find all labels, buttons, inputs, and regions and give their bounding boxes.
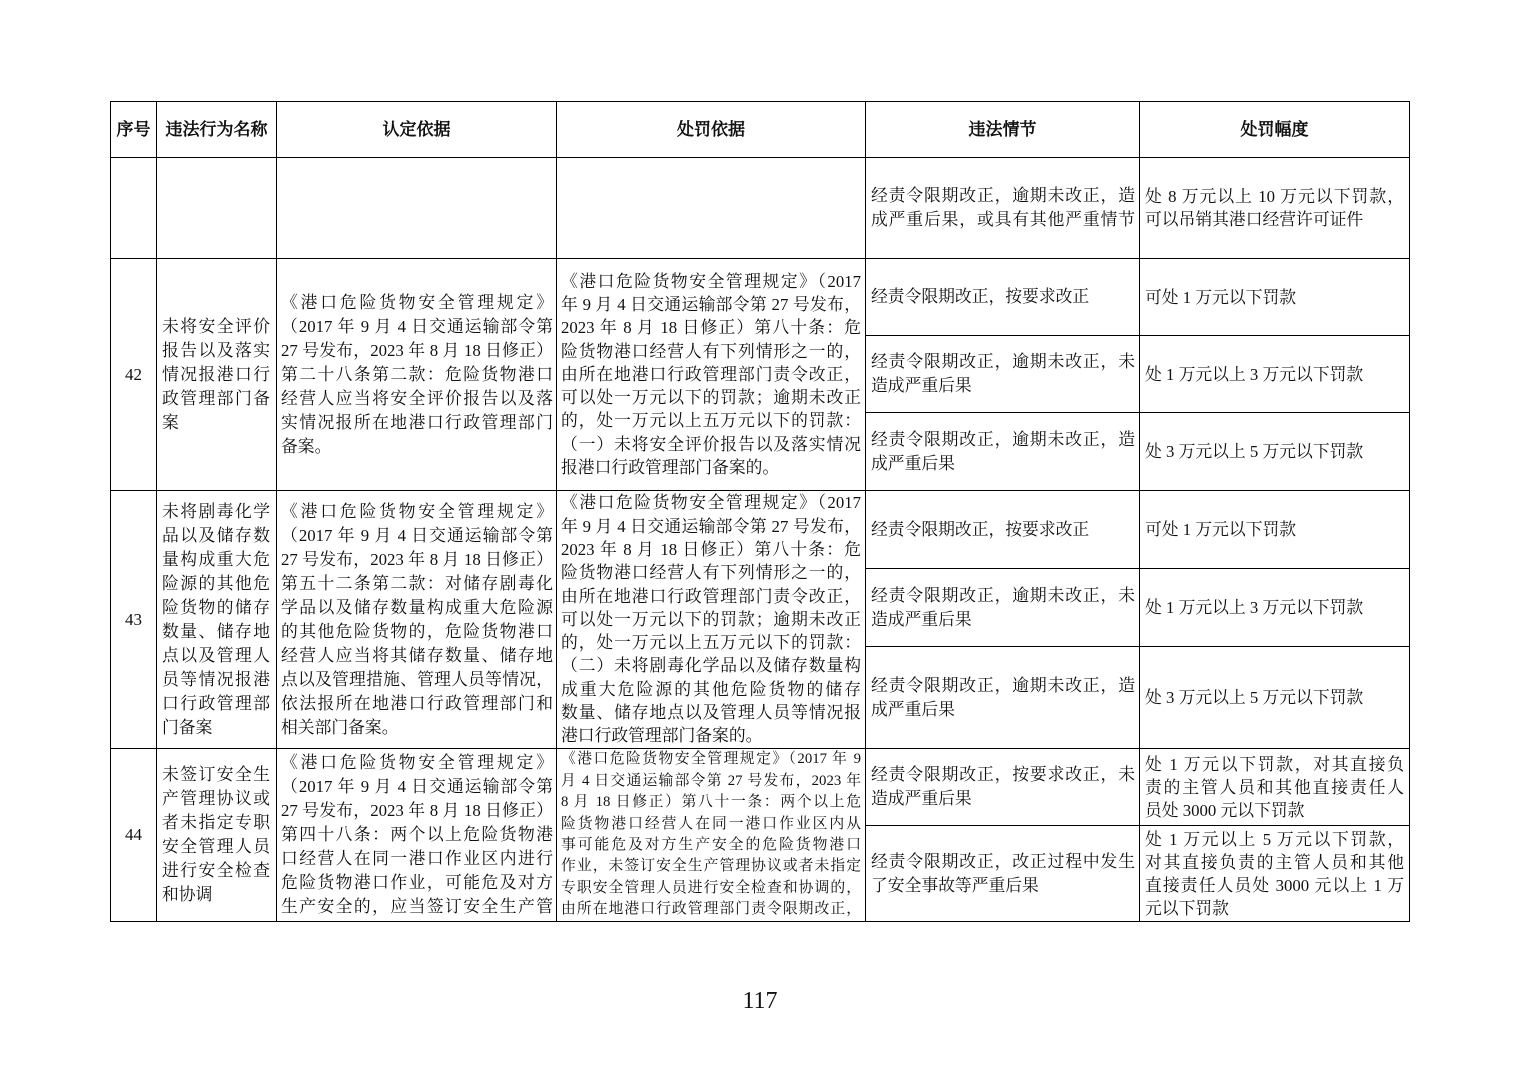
determination-basis (277, 749, 557, 922)
text-line: 年 9 月 4 日交通运输部令第 27 号发布， (561, 516, 861, 536)
text-line: 者未指定专职 (162, 813, 270, 832)
text-line: 处 3 万元以上 5 万元以下罚款 (1145, 688, 1364, 707)
text-line: 第二十八条第二款：危险货物港口 (281, 364, 553, 384)
violation-circumstance (866, 491, 1140, 569)
text-line: 经营人应当将其储存数量、储存地 (281, 645, 553, 665)
violation-circumstance (866, 569, 1140, 647)
violation-name (157, 259, 277, 491)
text-line: 经责令限期改正，按要求改正，未 (871, 765, 1135, 784)
text-line: 元以下罚款 (1145, 898, 1229, 918)
row-number: 42 (111, 259, 157, 491)
penalty-range (1140, 491, 1410, 569)
text-line: 实情况报所在地港口行政管理部门 (281, 412, 553, 432)
text-line: 造成严重后果 (871, 376, 972, 395)
text-line: 27 号发布，2023 年 8 月 18 日修正） (281, 549, 553, 569)
text-line: 2023 年 8 月 18 日修正）第八十条：危 (561, 539, 861, 559)
text-line: 港口行政管理部门备案的。 (561, 726, 763, 746)
violation-circumstance (866, 259, 1140, 336)
violation-name (157, 158, 277, 259)
determination-basis (277, 491, 557, 749)
penalty-range (1140, 647, 1410, 749)
violation-circumstance (866, 158, 1140, 259)
text-line: 品以及储存数 (162, 525, 270, 545)
text-line: 产管理协议或 (162, 789, 270, 808)
header-cell-number: 序号 (111, 102, 157, 158)
penalty-range (1140, 259, 1410, 336)
text-line: 第五十二条第二款：对储存剧毒化 (281, 573, 553, 593)
penalty-range (1140, 158, 1410, 259)
text-line: 处 1 万元以上 3 万元以下罚款 (1145, 598, 1364, 617)
text-line: 险货物港口经营人有下列情形之一的， (561, 341, 861, 361)
text-line: 相关部门备案。 (281, 717, 399, 737)
text-line: 经责令限期改正，按要求改正 (871, 519, 1090, 539)
text-line: 处 3 万元以上 5 万元以下罚款 (1145, 442, 1364, 461)
text-line: 经责令限期改正，逾期未改正，造 (871, 186, 1135, 205)
text-line: 由所在地港口行政管理部门责令限期改正， (561, 901, 861, 918)
text-line: 造成严重后果 (871, 609, 972, 629)
text-line: 造成严重后果 (871, 789, 972, 808)
text-line: 对其直接负责的主管人员和其他 (1145, 852, 1404, 872)
text-line: 处 1 万元以上 5 万元以下罚款， (1145, 829, 1404, 849)
text-line: 成严重后果 (871, 453, 955, 473)
text-line: （一）未将安全评价报告以及落实情况 (561, 434, 861, 454)
text-line: 成严重后果，或具有其他严重情节 (871, 210, 1135, 229)
text-line: 处 8 万元以上 10 万元以下罚款， (1145, 187, 1404, 206)
text-line: 报港口行政管理部门备案的。 (561, 458, 780, 478)
text-line: 了安全事故等严重后果 (871, 875, 1039, 895)
text-line: 情况报港口行 (162, 364, 270, 384)
page-number: 117 (742, 988, 778, 1014)
header-cell-determination-basis: 认定依据 (277, 102, 557, 158)
text-line: （2017 年 9 月 4 日交通运输部令第 (281, 525, 553, 545)
row-number: 43 (111, 491, 157, 749)
text-line: 生产安全的，应当签订安全生产管 (281, 897, 553, 916)
violation-circumstance (866, 413, 1140, 491)
text-line: 作业，未签订安全生产管理协议或者未指定 (561, 858, 861, 875)
violation-circumstance (866, 336, 1140, 413)
text-line: 成重大危险源的其他危险货物的储存 (561, 679, 861, 699)
penalty-range (1140, 826, 1410, 922)
text-line: 月 4 日交通运输部令第 27 号发布，2023 年 (561, 772, 861, 789)
text-line: 经责令限期改正，逾期未改正，造 (871, 429, 1135, 449)
header-cell-penalty-basis: 处罚依据 (557, 102, 866, 158)
text-line: 经责令限期改正，按要求改正 (871, 287, 1090, 306)
text-line: 报告以及落实 (162, 340, 270, 360)
text-line: 第四十八条：两个以上危险货物港 (281, 825, 553, 844)
text-line: 《港口危险货物安全管理规定》 (281, 501, 553, 521)
text-line: 责的主管人员和其他直接责任人 (1145, 777, 1404, 797)
violation-name (157, 749, 277, 922)
text-line: 可处 1 万元以下罚款 (1145, 287, 1297, 307)
penalty-basis (557, 491, 866, 749)
text-line: 险源的其他危 (162, 573, 270, 593)
penalty-basis (557, 749, 866, 922)
text-line: 2023 年 8 月 18 日修正）第八十条：危 (561, 318, 861, 338)
text-line: 专职安全管理人员进行安全检查和协调的， (561, 879, 861, 896)
text-line: 险货物港口经营人在同一港口作业区内从 (561, 815, 861, 832)
penalty-standards-table (110, 101, 1410, 922)
penalty-basis (557, 158, 866, 259)
text-line: 经责令限期改正，逾期未改正，未 (871, 585, 1135, 605)
text-line: 事可能危及对方生产安全的危险货物港口 (561, 837, 861, 853)
text-line: 成严重后果 (871, 699, 955, 719)
text-line: 未将剧毒化学 (162, 501, 270, 521)
header-cell-penalty-range: 处罚幅度 (1140, 102, 1410, 158)
text-line: 员等情况报港 (162, 669, 270, 689)
text-line: 可以处一万元以下的罚款；逾期未改正 (561, 609, 861, 629)
text-line: 口行政管理部 (162, 693, 270, 713)
text-line: 点以及管理人 (162, 645, 270, 665)
text-line: 8 月 18 日修正）第八十一条：两个以上危 (561, 794, 861, 811)
text-line: 量构成重大危 (162, 549, 270, 569)
row-number: 44 (111, 749, 157, 922)
text-line: 《港口危险货物安全管理规定》（2017 (561, 271, 861, 291)
text-line: 27 号发布，2023 年 8 月 18 日修正） (281, 340, 553, 360)
text-line: 《港口危险货物安全管理规定》 (281, 292, 553, 312)
text-line: 处 1 万元以上 3 万元以下罚款 (1145, 364, 1364, 384)
text-line: 的，处一万元以上五万元以下的罚款： (561, 411, 861, 431)
text-line: 可以吊销其港口经营许可证件 (1145, 210, 1364, 229)
text-line: 《港口危险货物安全管理规定》 (281, 753, 553, 772)
determination-basis (277, 158, 557, 259)
violation-circumstance (866, 647, 1140, 749)
text-line: 员处 3000 元以下罚款 (1145, 800, 1305, 820)
text-line: 依法报所在地港口行政管理部门和 (281, 693, 553, 713)
text-line: （二）未将剧毒化学品以及储存数量构 (561, 656, 861, 676)
text-line: 政管理部门备 (162, 388, 270, 408)
penalty-range (1140, 569, 1410, 647)
text-line: 的其他危险货物的，危险货物港口 (281, 621, 553, 641)
text-line: 危险货物港口作业，可能危及对方 (281, 873, 553, 892)
penalty-range (1140, 336, 1410, 413)
penalty-range (1140, 749, 1410, 826)
violation-name (157, 491, 277, 749)
text-line: 口经营人在同一港口作业区内进行 (281, 849, 553, 868)
text-line: 数量、储存地 (162, 621, 270, 641)
text-line: 可以处一万元以下的罚款；逾期未改正 (561, 388, 861, 408)
text-line: （2017 年 9 月 4 日交通运输部令第 (281, 777, 553, 796)
text-line: 案 (162, 412, 179, 432)
text-line: 未签订安全生 (162, 765, 270, 784)
text-line: 经责令限期改正，逾期未改正，造 (871, 675, 1135, 695)
violation-circumstance (866, 749, 1140, 826)
text-line: 由所在地港口行政管理部门责令改正， (561, 364, 861, 384)
text-line: 经责令限期改正，改正过程中发生 (871, 851, 1135, 871)
text-line: 门备案 (162, 717, 213, 737)
text-line: 数量、储存地点以及管理人员等情况报 (561, 703, 861, 723)
penalty-range (1140, 413, 1410, 491)
text-line: 和协调 (162, 885, 213, 904)
determination-basis (277, 259, 557, 491)
text-line: 备案。 (281, 436, 332, 456)
violation-circumstance (866, 826, 1140, 922)
row-number (111, 158, 157, 259)
text-line: 经营人应当将安全评价报告以及落 (281, 388, 553, 408)
header-cell-violation-name: 违法行为名称 (157, 102, 277, 158)
text-line: 进行安全检查 (162, 861, 270, 880)
text-line: 由所在地港口行政管理部门责令改正， (561, 586, 861, 606)
text-line: 直接责任人员处 3000 元以上 1 万 (1145, 875, 1404, 895)
text-line: 险货物港口经营人有下列情形之一的， (561, 563, 861, 583)
text-line: 可处 1 万元以下罚款 (1145, 520, 1297, 539)
text-line: 经责令限期改正，逾期未改正，未 (871, 352, 1135, 371)
text-line: 年 9 月 4 日交通运输部令第 27 号发布， (561, 294, 861, 314)
text-line: 学品以及储存数量构成重大危险源 (281, 597, 553, 617)
text-line: （2017 年 9 月 4 日交通运输部令第 (281, 316, 553, 336)
header-cell-circumstances: 违法情节 (866, 102, 1140, 158)
text-line: 安全管理人员 (162, 837, 270, 856)
text-line: 点以及管理措施、管理人员等情况， (281, 669, 553, 689)
text-line: 《港口危险货物安全管理规定》（2017 年 9 (561, 751, 861, 768)
text-line: 未将安全评价 (162, 316, 270, 336)
text-line: 的，处一万元以上五万元以下的罚款： (561, 633, 861, 653)
text-line: 险货物的储存 (162, 597, 270, 617)
text-line: 27 号发布，2023 年 8 月 18 日修正） (281, 801, 553, 820)
text-line: 《港口危险货物安全管理规定》（2017 (561, 493, 861, 513)
text-line: 处 1 万元以下罚款，对其直接负 (1145, 754, 1404, 774)
penalty-basis (557, 259, 866, 491)
